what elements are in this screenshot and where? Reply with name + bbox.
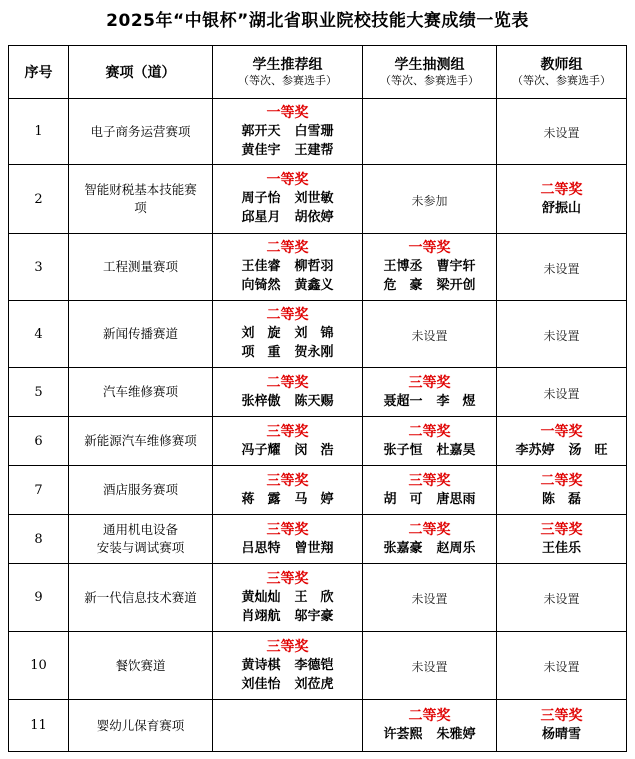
- participant-name: 张梓傲: [241, 393, 281, 409]
- participant-name: 黄诗棋: [241, 657, 281, 673]
- participant-name: 张嘉豪: [383, 540, 423, 556]
- participant-name: 陈天赐: [294, 393, 334, 409]
- participant-name: 杜嘉昊: [436, 442, 476, 458]
- participant-name: 王建帮: [294, 142, 334, 158]
- participant-name: 黄佳宇: [241, 142, 281, 158]
- participant-line: [213, 392, 362, 411]
- event-name: [69, 301, 213, 368]
- row-number-value: 5: [34, 384, 43, 400]
- status-text: 未设置: [543, 660, 580, 674]
- award-label: 一等奖: [266, 104, 309, 121]
- event-name: [69, 165, 213, 234]
- student-sampled-cell: [363, 234, 497, 301]
- participant-name: 周子怡: [241, 191, 281, 206]
- row-number-value: 9: [34, 590, 43, 605]
- header-event-label: 赛项（道）: [105, 65, 176, 81]
- header-student-sampled-sub: （等次、参赛选手）: [380, 73, 479, 87]
- event-name-line: 汽车维修赛项: [102, 384, 178, 399]
- participant-line: [213, 257, 362, 276]
- status-text: 未设置: [543, 126, 580, 140]
- event-name-line: 新一代信息技术赛道: [84, 589, 197, 605]
- header-teacher-label: 教师组: [540, 56, 583, 73]
- status-text: 未设置: [411, 328, 448, 343]
- event-name-line: 酒店服务赛项: [102, 482, 178, 497]
- teacher-cell: [497, 632, 627, 700]
- student-recommended-cell: [213, 99, 363, 165]
- participant-line: [213, 607, 362, 626]
- participant-name: 冯子耀: [241, 442, 281, 458]
- participant-name: 王佳乐: [541, 540, 581, 556]
- event-name: [69, 368, 213, 417]
- table-row: [9, 632, 627, 700]
- participant-line: [213, 189, 362, 208]
- row-number-value: 7: [34, 482, 43, 498]
- participant-line: [213, 539, 362, 558]
- header-student-recommended-sub: （等次、参赛选手）: [238, 73, 337, 87]
- event-name-line: 电子商务运营赛项: [90, 123, 191, 139]
- row-number-value: 1: [34, 124, 43, 139]
- table-row: [9, 564, 627, 632]
- row-number-value: 10: [30, 658, 47, 673]
- participant-name: 黄鑫义: [294, 278, 334, 293]
- row-number-value: 11: [30, 718, 47, 733]
- row-number-value: 2: [34, 191, 43, 207]
- participant-name: 闵 浩: [294, 442, 334, 458]
- teacher-cell: [497, 564, 627, 632]
- participant-name: 邱星月: [241, 210, 281, 225]
- participant-name: 蒋 露: [241, 491, 281, 507]
- participant-name: 赵周乐: [436, 540, 476, 556]
- header-student-recommended-label: 学生推荐组: [252, 56, 323, 73]
- student-recommended-cell: [213, 564, 363, 632]
- participant-name: 刘 旋: [241, 326, 281, 341]
- participant-name: 李德铠: [294, 657, 334, 673]
- participant-name: 吕思特: [241, 540, 281, 556]
- participant-line: [213, 208, 362, 227]
- event-name: [69, 700, 213, 752]
- header-student-sampled: [363, 46, 497, 99]
- student-recommended-cell: [213, 632, 363, 700]
- event-name-line: 项: [134, 200, 147, 215]
- event-name-line: 工程测量赛项: [102, 259, 178, 274]
- participant-name: 王 欣: [294, 589, 334, 605]
- award-label: 三等奖: [266, 521, 309, 538]
- participant-name: 刘世敏: [294, 191, 334, 206]
- student-recommended-cell: [213, 417, 363, 466]
- student-sampled-cell: [363, 466, 497, 515]
- participant-name: 曾世翔: [294, 540, 334, 556]
- participant-line: [213, 141, 362, 160]
- award-label: 三等奖: [266, 570, 309, 587]
- participant-name: 柳哲羽: [294, 259, 334, 274]
- teacher-cell: [497, 417, 627, 466]
- header-student-sampled-label: 学生抽测组: [394, 56, 465, 73]
- table-row: [9, 466, 627, 515]
- award-label: 二等奖: [408, 521, 451, 538]
- event-name-line: 餐饮赛道: [115, 657, 166, 673]
- student-recommended-cell: [213, 466, 363, 515]
- participant-name: 王佳睿: [241, 259, 281, 274]
- participant-line: [213, 588, 362, 607]
- event-name: [69, 632, 213, 700]
- teacher-cell: [497, 301, 627, 368]
- participant-line: [213, 441, 362, 460]
- participant-name: 肖翊航: [241, 608, 281, 624]
- status-text: 未设置: [543, 261, 580, 276]
- participant-line: [213, 324, 362, 343]
- participant-line: [497, 199, 626, 218]
- student-sampled-cell: [363, 515, 497, 564]
- table-row: [9, 99, 627, 165]
- participant-name: 马 婷: [294, 491, 334, 507]
- participant-line: [363, 725, 496, 744]
- header-row: [9, 46, 627, 99]
- table-row: [9, 165, 627, 234]
- page-title: 2025年“中银杯”湖北省职业院校技能大赛成绩一览表: [106, 11, 529, 31]
- status-text: 未设置: [543, 386, 580, 401]
- status-text: 未设置: [411, 660, 448, 674]
- participant-line: [497, 441, 626, 460]
- student-sampled-cell: [363, 632, 497, 700]
- award-label: 二等奖: [408, 423, 451, 440]
- participant-name: 李 煜: [436, 393, 476, 409]
- row-number: [9, 417, 69, 466]
- teacher-cell: [497, 466, 627, 515]
- teacher-cell: [497, 700, 627, 752]
- participant-line: [213, 490, 362, 509]
- student-recommended-cell: [213, 515, 363, 564]
- participant-name: 郭开天: [241, 123, 281, 139]
- table-row: [9, 368, 627, 417]
- participant-name: 舒振山: [541, 200, 581, 216]
- award-label: 三等奖: [266, 472, 309, 489]
- event-name-line: 通用机电设备: [102, 522, 178, 537]
- participant-line: [497, 725, 626, 744]
- award-label: 三等奖: [540, 708, 583, 724]
- table-row: [9, 301, 627, 368]
- participant-line: [363, 539, 496, 558]
- participant-name: 刘 锦: [294, 326, 334, 341]
- participant-name: 项 重: [241, 345, 281, 360]
- participant-line: [497, 539, 626, 558]
- row-number: [9, 564, 69, 632]
- participant-line: [363, 490, 496, 509]
- award-label: 三等奖: [408, 374, 451, 391]
- table-row: [9, 417, 627, 466]
- award-label: 一等奖: [540, 423, 583, 440]
- participant-name: 黄灿灿: [241, 589, 281, 605]
- participant-name: 朱雅婷: [436, 727, 476, 742]
- participant-name: 胡依婷: [294, 210, 334, 225]
- row-number: [9, 368, 69, 417]
- results-table: [8, 45, 627, 752]
- teacher-cell: [497, 99, 627, 165]
- student-recommended-cell: [213, 234, 363, 301]
- participant-name: 胡 可: [383, 491, 423, 507]
- participant-name: 陈 磊: [541, 491, 581, 507]
- participant-name: 张子恒: [383, 442, 423, 458]
- participant-name: 曹宇轩: [436, 259, 476, 274]
- event-name-line: 新能源汽车维修赛项: [84, 433, 197, 448]
- student-recommended-cell: [213, 301, 363, 368]
- header-no: [9, 46, 69, 99]
- award-label: 三等奖: [266, 423, 309, 440]
- event-name: [69, 515, 213, 564]
- participant-line: [497, 490, 626, 509]
- row-number: [9, 165, 69, 234]
- row-number: [9, 700, 69, 752]
- student-sampled-cell: [363, 564, 497, 632]
- event-name: [69, 466, 213, 515]
- row-number-value: 8: [34, 531, 43, 547]
- row-number: [9, 301, 69, 368]
- award-label: 二等奖: [540, 181, 583, 198]
- row-number: [9, 632, 69, 700]
- participant-line: [213, 122, 362, 141]
- row-number: [9, 515, 69, 564]
- student-sampled-cell: [363, 368, 497, 417]
- table-row: [9, 515, 627, 564]
- award-label: 二等奖: [408, 708, 451, 724]
- header-event: [69, 46, 213, 99]
- header-teacher: [497, 46, 627, 99]
- participant-name: 危 豪: [383, 278, 423, 293]
- status-text: 未参加: [411, 193, 448, 208]
- participant-name: 刘莅虎: [294, 676, 334, 692]
- header-student-recommended: [213, 46, 363, 99]
- student-sampled-cell: [363, 417, 497, 466]
- table-row: [9, 234, 627, 301]
- event-name-line: 智能财税基本技能赛: [84, 182, 197, 197]
- event-name-line: 安装与调试赛项: [96, 540, 185, 555]
- status-text: 未设置: [543, 328, 580, 343]
- row-number: [9, 234, 69, 301]
- student-recommended-cell: [213, 700, 363, 752]
- row-number-value: 4: [34, 326, 43, 342]
- status-text: 未设置: [543, 592, 580, 606]
- award-label: 二等奖: [266, 240, 309, 256]
- header-teacher-sub: （等次、参赛选手）: [512, 73, 611, 87]
- header-no-label: 序号: [24, 65, 53, 81]
- student-sampled-cell: [363, 99, 497, 165]
- award-label: 二等奖: [266, 374, 309, 391]
- award-label: 三等奖: [266, 638, 309, 655]
- award-label: 二等奖: [266, 307, 309, 323]
- teacher-cell: [497, 165, 627, 234]
- table-body: [9, 99, 627, 752]
- participant-name: 刘佳怡: [241, 676, 281, 692]
- event-name-line: 新闻传播赛道: [102, 326, 178, 341]
- award-label: 一等奖: [266, 172, 309, 188]
- participant-line: [363, 257, 496, 276]
- teacher-cell: [497, 234, 627, 301]
- participant-name: 汤 旺: [568, 442, 608, 458]
- award-label: 一等奖: [408, 240, 451, 256]
- participant-name: 白雪珊: [294, 123, 334, 139]
- participant-line: [213, 276, 362, 295]
- participant-name: 梁开创: [436, 278, 476, 293]
- event-name: [69, 234, 213, 301]
- participant-name: 向锜然: [241, 278, 281, 293]
- award-label: 二等奖: [540, 472, 583, 489]
- participant-line: [363, 392, 496, 411]
- award-label: 三等奖: [540, 521, 583, 538]
- student-recommended-cell: [213, 165, 363, 234]
- row-number-value: 6: [34, 433, 43, 449]
- participant-name: 王博丞: [383, 259, 423, 274]
- award-label: 三等奖: [408, 472, 451, 489]
- participant-name: 贺永刚: [294, 345, 334, 360]
- participant-name: 李苏婷: [515, 442, 555, 458]
- teacher-cell: [497, 515, 627, 564]
- participant-line: [213, 343, 362, 362]
- row-number: [9, 99, 69, 165]
- student-sampled-cell: [363, 165, 497, 234]
- participant-name: 邬宇豪: [294, 608, 334, 624]
- student-sampled-cell: [363, 700, 497, 752]
- participant-line: [213, 656, 362, 675]
- participant-name: 唐思雨: [436, 491, 476, 507]
- participant-name: 许荟熙: [383, 727, 423, 742]
- table-row: [9, 700, 627, 752]
- status-text: 未设置: [411, 592, 448, 606]
- event-name-line: 婴幼儿保育赛项: [96, 717, 185, 733]
- event-name: [69, 99, 213, 165]
- participant-line: [213, 675, 362, 694]
- row-number: [9, 466, 69, 515]
- event-name: [69, 564, 213, 632]
- participant-name: 杨晴雪: [541, 727, 581, 742]
- participant-line: [363, 276, 496, 295]
- student-sampled-cell: [363, 301, 497, 368]
- student-recommended-cell: [213, 368, 363, 417]
- event-name: [69, 417, 213, 466]
- teacher-cell: [497, 368, 627, 417]
- participant-line: [363, 441, 496, 460]
- row-number-value: 3: [34, 259, 43, 275]
- participant-name: 聂超一: [383, 393, 423, 409]
